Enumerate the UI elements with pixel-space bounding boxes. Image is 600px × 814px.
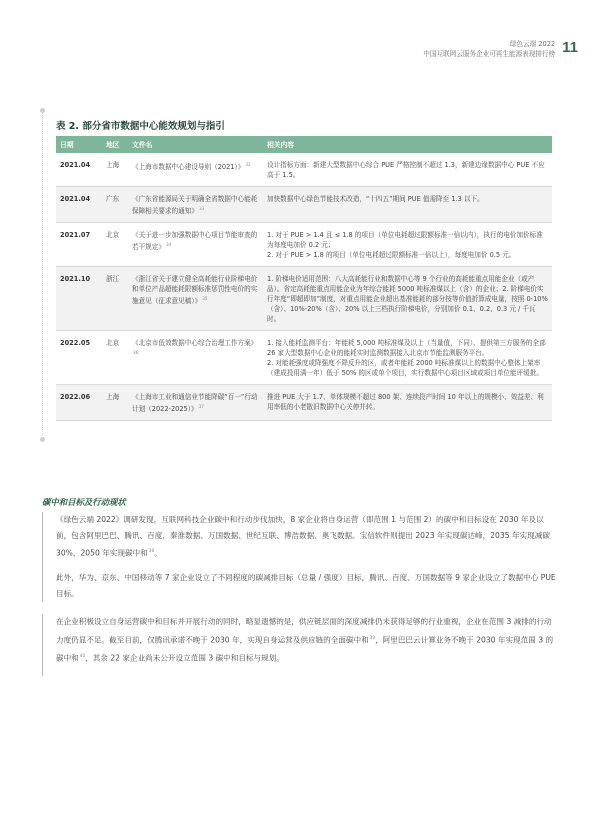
- footnote-ref: 40: [79, 652, 86, 658]
- paragraph-bar: [42, 570, 43, 602]
- report-caption: [423, 39, 555, 59]
- footnote-ref: 38: [148, 548, 155, 553]
- section-heading: 碳中和目标及行动现状: [42, 497, 126, 507]
- table-row: [56, 385, 552, 421]
- content-line: 推进 PUE 大于 1.7、单体规模不超过 800 架、连续投产时间 10 年以上的规模小、效益差、利用率低的小老散旧数据中心关停并转。: [267, 393, 544, 412]
- content-line: 设计指标方面：新建大型数据中心综合 PUE 严格控制不超过 1.3，新建边缘数据中心 PUE 不应高于 1.5。: [267, 161, 545, 179]
- content-line: 2. 对能耗强度或降强度不降反升的区，或者年能耗 2000 吨标准煤以上的数据中心整体上架率（建成投用满一年）低于 50% 的区或单个项目，实行数据中心项目区域或项目单位能评缓批。: [267, 359, 544, 378]
- filename-text: 《上海市数据中心建设导则（2021）》: [132, 163, 245, 172]
- report-subtitle: 中国互联网云服务企业可再生能源表现排行榜: [423, 50, 556, 58]
- cell-content: [263, 187, 552, 223]
- cell-date: 2022.05: [56, 331, 102, 385]
- cell-region: 广东: [102, 187, 128, 223]
- footnote-ref: 32: [245, 162, 251, 167]
- content-line: 1. 对于 PUE > 1.4 且 ≤ 1.8 的项目（单位电耗超过限额标准一倍以内），执行的电价加价标准为每度电加价 0.2 元；: [267, 231, 543, 250]
- col-header-content: 相关内容: [263, 136, 552, 153]
- cell-filename: [128, 223, 263, 267]
- frame-dot: [40, 437, 45, 442]
- table-row: [56, 223, 552, 267]
- filename-text: 《浙江省关于建立健全高耗能行业阶梯电价和单位产品超能耗限额标准惩罚性电价的实施意见（征求意见稿）》: [132, 275, 258, 306]
- filename-text: 《北京市低效数据中心综合治理工作方案》: [132, 339, 258, 348]
- footnote-ref: 39: [369, 634, 376, 640]
- footnote-ref: 36: [133, 350, 139, 356]
- frame-dot: [40, 108, 45, 113]
- content-line: 2. 对于 PUE > 1.8 的项目（单位电耗超过限额标准一倍以上），每度电加价 0.5 元。: [267, 251, 516, 260]
- cell-content: [263, 385, 552, 421]
- paragraph-bar: [42, 614, 43, 676]
- page-header: [423, 38, 578, 59]
- footnote-ref: 34: [165, 242, 172, 248]
- table-title: 表 2. 部分省市数据中心能效规划与指引: [56, 121, 225, 132]
- filename-text: 《上海市工业和通信业节能降碳“百一”行动计划（2022-2025）》: [132, 393, 258, 414]
- cell-content: [263, 153, 552, 187]
- cell-content: [263, 331, 552, 385]
- paragraph-text: 。: [154, 548, 162, 558]
- cell-filename: [128, 385, 263, 421]
- table-row: [56, 331, 552, 385]
- filename-text: 《广东省能源局关于明确全省数据中心能耗保障相关要求的通知》: [132, 195, 258, 216]
- cell-region: 上海: [102, 153, 128, 187]
- footnote-ref: 33: [198, 206, 205, 211]
- col-header-filename: 文件名: [128, 136, 263, 153]
- paragraph-text: 《绿色云端 2022》调研发现，互联网科技企业碳中和行动步伐加快，8 家企业将自身运营（即范围 1 与范围 2）的碳中和目标设在 2030 年及以前，包含阿里巴巴、腾讯、百度、秦淮数据、万国数据、世纪互联、博浩数据、奥飞数据。宝信软件则提出 2023 年实现碳达峰，2035 年实现减碳 30%，2050 年实现碳中和: [56, 515, 550, 558]
- paragraph-3: [56, 614, 556, 666]
- page-number: 11: [562, 39, 578, 56]
- cell-region: 北京: [102, 331, 128, 385]
- col-header-region: 地区: [102, 136, 128, 153]
- cell-date: 2021.04: [56, 187, 102, 223]
- table-row: [56, 153, 552, 187]
- paragraph-1: [56, 512, 556, 561]
- paragraph-text: ，其余 22 家企业尚未公开设立范围 3 碳中和目标与规划。: [85, 653, 284, 663]
- content-line: 加快数据中心绿色节能技术改造，“十四五”期间 PUE 值需降至 1.3 以下。: [267, 195, 484, 203]
- paragraph-text: ，阿里巴巴云计算业务不晚于 2030 年实现范围 3 的碳中和: [56, 635, 554, 663]
- paragraph-2: 此外，华为、京东、中国移动等 7 家企业设立了不同程度的碳减排目标（总量 / 强度）目标，腾讯、百度、万国数据等 9 家企业设立了数据中心 PUE 目标。: [56, 573, 556, 598]
- cell-filename: [128, 331, 263, 385]
- filename-text: 《关于进一步加强数据中心项目节能审查的若干规定》: [132, 231, 258, 252]
- table-row: [56, 267, 552, 331]
- cell-date: 2021.10: [56, 267, 102, 331]
- cell-date: 2021.07: [56, 223, 102, 267]
- cell-date: 2021.04: [56, 153, 102, 187]
- table-row: [56, 187, 552, 223]
- cell-filename: [128, 153, 263, 187]
- cell-filename: [128, 267, 263, 331]
- col-header-date: 日期: [56, 136, 102, 153]
- cell-date: 2022.06: [56, 385, 102, 421]
- paragraph-text: 在企业积极设立自身运营碳中和目标并开展行动的同时，略显遗憾的是，供应链层面的深度减排仍未获得足够的行业重视，企业在范围 3 减排的行动力度仍显不足。截至目前，仅腾讯承诺不晚于 2030 年，实现自身运营及供应链的全面碳中和: [56, 617, 552, 645]
- footnote-ref: 37: [198, 404, 204, 410]
- table-header-row: [56, 136, 552, 153]
- cell-filename: [128, 187, 263, 223]
- footnote-ref: 35: [202, 296, 208, 302]
- cell-content: [263, 223, 552, 267]
- cell-region: 浙江: [102, 267, 128, 331]
- cell-region: 上海: [102, 385, 128, 421]
- content-line: 1. 阶梯电价适用范围：八大高耗能行业和数据中心等 9 个行业的高耗能重点用能企业（或产品）。省定高耗能重点用能企业为年综合能耗 5000 吨标准煤以上（含）的企业；2. 阶梯电价实行年度“即超即加”制度，对重点用能企业超出基准能耗的部分按等价值折算成电量，按照 0-10%（含）、10%-20%（含）、20% 以上三档执行阶梯电价，分别加价 0.1、0.2、0.3 元 / 千瓦时。: [267, 275, 548, 324]
- content-line: 1. 接入能耗监测平台：年能耗 5,000 吨标准煤及以上（当量值，下同）、提供第三方服务的全部 26 家大型数据中心企业的能耗实时监测数据接入北京市节能监测服务平台。: [267, 339, 546, 358]
- paragraph-bar: [42, 512, 43, 574]
- cell-content: [263, 267, 552, 331]
- policy-table: [56, 136, 552, 421]
- cell-region: 北京: [102, 223, 128, 267]
- report-title: 绿色云端 2022: [509, 40, 556, 48]
